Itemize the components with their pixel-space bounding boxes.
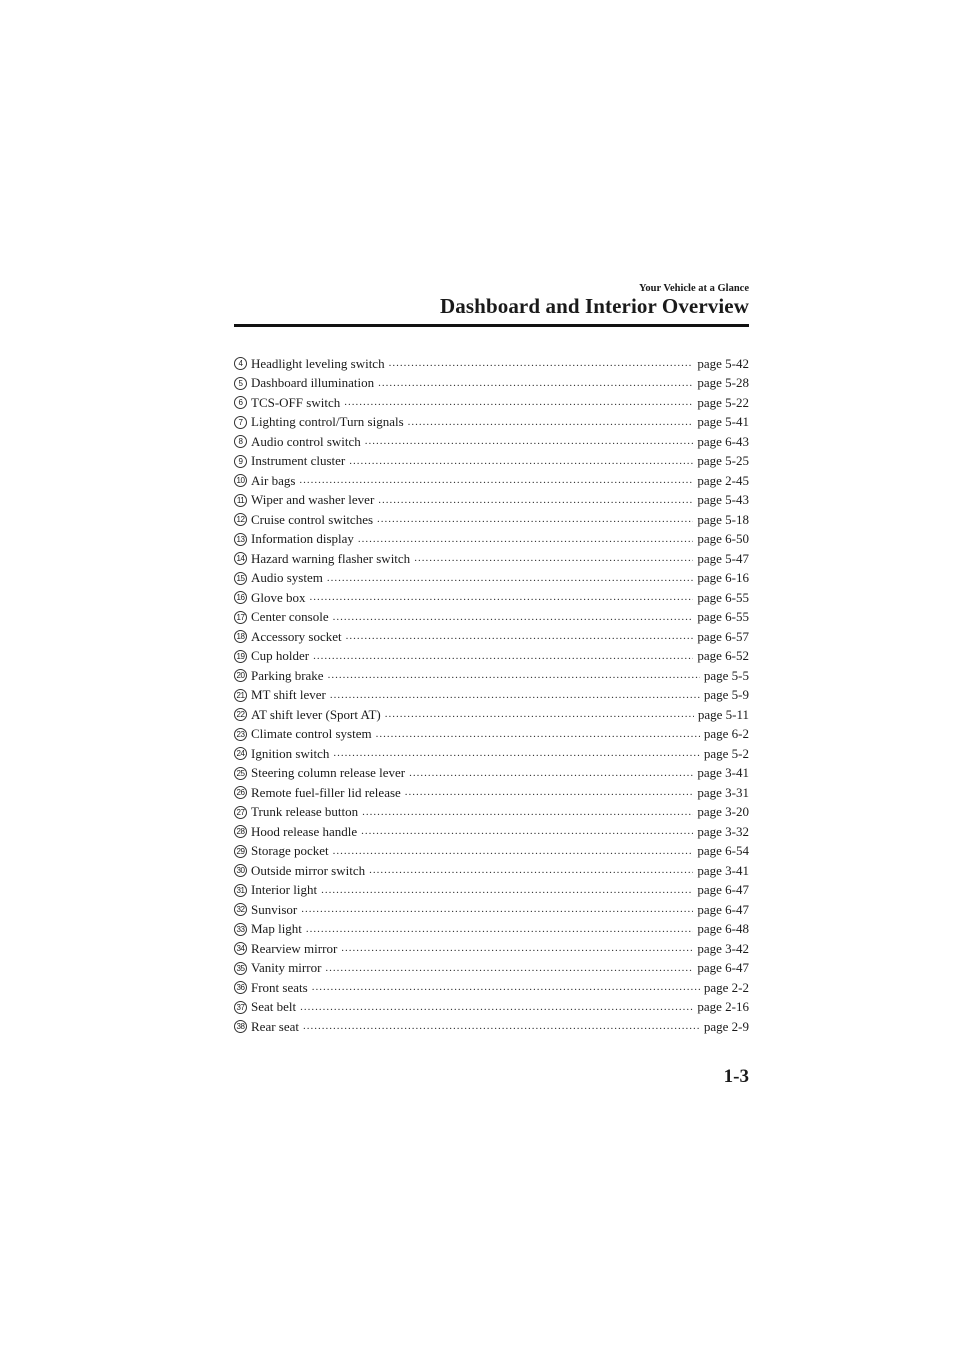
page-reference: page 5-9 bbox=[703, 687, 749, 703]
dot-leader bbox=[333, 612, 694, 623]
item-number-badge: 33 bbox=[234, 923, 247, 936]
item-number-badge: 8 bbox=[234, 435, 247, 448]
toc-entry bbox=[234, 959, 749, 979]
toc-entry bbox=[234, 900, 749, 920]
page-reference: page 5-41 bbox=[697, 414, 749, 430]
page-reference: page 6-16 bbox=[697, 570, 749, 586]
entry-label: Remote fuel-filler lid release bbox=[251, 784, 401, 800]
entry-label: Trunk release button bbox=[251, 804, 359, 820]
entry-label: Cup holder bbox=[251, 648, 310, 664]
entry-label: Sunvisor bbox=[251, 901, 298, 917]
dot-leader bbox=[299, 475, 693, 486]
page-reference: page 5-47 bbox=[697, 550, 749, 566]
page-reference: page 6-55 bbox=[697, 589, 749, 605]
toc-entry bbox=[234, 764, 749, 784]
dot-leader bbox=[349, 456, 693, 467]
toc-entry bbox=[234, 744, 749, 764]
entry-label: Map light bbox=[251, 921, 302, 937]
item-number-badge: 25 bbox=[234, 767, 247, 780]
toc-entry bbox=[234, 647, 749, 667]
item-number-badge: 5 bbox=[234, 377, 247, 390]
dot-leader bbox=[321, 885, 693, 896]
item-number-badge: 16 bbox=[234, 591, 247, 604]
page-reference: page 5-2 bbox=[703, 745, 749, 761]
entry-label: Wiper and washer lever bbox=[251, 492, 375, 508]
item-number-badge: 24 bbox=[234, 747, 247, 760]
item-number-badge: 37 bbox=[234, 1001, 247, 1014]
entry-label: Ignition switch bbox=[251, 745, 330, 761]
toc-entry bbox=[234, 842, 749, 862]
item-number-badge: 6 bbox=[234, 396, 247, 409]
dot-leader bbox=[376, 729, 700, 740]
toc-entry bbox=[234, 1017, 749, 1037]
item-number-badge: 20 bbox=[234, 669, 247, 682]
page-reference: page 6-57 bbox=[697, 628, 749, 644]
dot-leader bbox=[405, 787, 694, 798]
entry-label: Rear seat bbox=[251, 1018, 300, 1034]
entry-label: Accessory socket bbox=[251, 628, 342, 644]
entry-label: Instrument cluster bbox=[251, 453, 346, 469]
page-reference: page 5-43 bbox=[697, 492, 749, 508]
toc-entry bbox=[234, 803, 749, 823]
toc-entry bbox=[234, 998, 749, 1018]
page-reference: page 3-41 bbox=[697, 862, 749, 878]
entry-label: Dashboard illumination bbox=[251, 375, 375, 391]
toc-entry bbox=[234, 510, 749, 530]
toc-entry bbox=[234, 783, 749, 803]
dot-leader bbox=[301, 904, 693, 915]
entry-label: Interior light bbox=[251, 882, 318, 898]
page-reference: page 3-32 bbox=[697, 823, 749, 839]
entry-label: Air bags bbox=[251, 472, 296, 488]
toc-entry bbox=[234, 822, 749, 842]
toc-entry bbox=[234, 881, 749, 901]
entry-label: Lighting control/Turn signals bbox=[251, 414, 404, 430]
item-number-badge: 17 bbox=[234, 611, 247, 624]
item-number-badge: 21 bbox=[234, 689, 247, 702]
page-reference: page 3-41 bbox=[697, 765, 749, 781]
section-kicker: Your Vehicle at a Glance bbox=[638, 283, 749, 294]
dot-leader bbox=[333, 748, 700, 759]
page-reference: page 6-47 bbox=[697, 960, 749, 976]
dot-leader bbox=[313, 651, 693, 662]
entry-label: Headlight leveling switch bbox=[251, 355, 385, 371]
dot-leader bbox=[330, 690, 700, 701]
page-reference: page 6-55 bbox=[697, 609, 749, 625]
dot-leader bbox=[306, 924, 693, 935]
item-number-badge: 29 bbox=[234, 845, 247, 858]
entry-label: Center console bbox=[251, 609, 329, 625]
item-number-badge: 13 bbox=[234, 533, 247, 546]
page-reference: page 5-11 bbox=[697, 706, 749, 722]
dot-leader bbox=[369, 865, 693, 876]
dot-leader bbox=[300, 1002, 693, 1013]
toc-entry bbox=[234, 588, 749, 608]
dot-leader bbox=[362, 807, 693, 818]
dot-leader bbox=[310, 592, 694, 603]
item-number-badge: 18 bbox=[234, 630, 247, 643]
page-reference: page 2-16 bbox=[697, 999, 749, 1015]
item-number-badge: 26 bbox=[234, 786, 247, 799]
item-number-badge: 36 bbox=[234, 981, 247, 994]
toc-entry bbox=[234, 471, 749, 491]
dot-leader bbox=[414, 553, 693, 564]
item-number-badge: 7 bbox=[234, 416, 247, 429]
toc-entry bbox=[234, 705, 749, 725]
dot-leader bbox=[377, 514, 693, 525]
page-reference: page 6-47 bbox=[697, 901, 749, 917]
entry-label: Hood release handle bbox=[251, 823, 358, 839]
entry-label: Glove box bbox=[251, 589, 306, 605]
item-number-badge: 32 bbox=[234, 903, 247, 916]
entry-label: Climate control system bbox=[251, 726, 372, 742]
dot-leader bbox=[378, 495, 693, 506]
toc-entry bbox=[234, 432, 749, 452]
dot-leader bbox=[409, 768, 693, 779]
page-number: 1-3 bbox=[723, 1066, 749, 1087]
page-reference: page 6-48 bbox=[697, 921, 749, 937]
dot-leader bbox=[328, 670, 700, 681]
entry-label: Hazard warning flasher switch bbox=[251, 550, 411, 566]
page-reference: page 3-20 bbox=[697, 804, 749, 820]
toc-entry bbox=[234, 569, 749, 589]
item-number-badge: 9 bbox=[234, 455, 247, 468]
item-number-badge: 10 bbox=[234, 474, 247, 487]
page-reference: page 2-9 bbox=[703, 1018, 749, 1034]
page-reference: page 6-47 bbox=[697, 882, 749, 898]
toc-entry bbox=[234, 686, 749, 706]
toc-entry bbox=[234, 413, 749, 433]
item-number-badge: 12 bbox=[234, 513, 247, 526]
toc-entry bbox=[234, 608, 749, 628]
toc-entry bbox=[234, 939, 749, 959]
toc-entry bbox=[234, 861, 749, 881]
toc-list bbox=[234, 354, 749, 1037]
page-reference: page 5-18 bbox=[697, 511, 749, 527]
entry-label: Audio system bbox=[251, 570, 323, 586]
dot-leader bbox=[365, 436, 694, 447]
entry-label: Cruise control switches bbox=[251, 511, 374, 527]
dot-leader bbox=[358, 534, 693, 545]
entry-label: Seat belt bbox=[251, 999, 297, 1015]
toc-entry bbox=[234, 374, 749, 394]
page-reference: page 3-42 bbox=[697, 940, 749, 956]
item-number-badge: 38 bbox=[234, 1020, 247, 1033]
entry-label: AT shift lever (Sport AT) bbox=[251, 706, 381, 722]
entry-label: Outside mirror switch bbox=[251, 862, 366, 878]
item-number-badge: 15 bbox=[234, 572, 247, 585]
dot-leader bbox=[341, 943, 693, 954]
page-reference: page 5-25 bbox=[697, 453, 749, 469]
page-reference: page 6-52 bbox=[697, 648, 749, 664]
page-reference: page 6-54 bbox=[697, 843, 749, 859]
item-number-badge: 31 bbox=[234, 884, 247, 897]
page-reference: page 5-42 bbox=[697, 355, 749, 371]
entry-label: TCS-OFF switch bbox=[251, 394, 341, 410]
page-reference: page 2-45 bbox=[697, 472, 749, 488]
dot-leader bbox=[344, 397, 693, 408]
toc-entry bbox=[234, 725, 749, 745]
page-title: Dashboard and Interior Overview bbox=[440, 294, 749, 318]
dot-leader bbox=[378, 378, 693, 389]
entry-label: MT shift lever bbox=[251, 687, 326, 703]
dot-leader bbox=[389, 358, 694, 369]
item-number-badge: 14 bbox=[234, 552, 247, 565]
dot-leader bbox=[408, 417, 694, 428]
toc-entry bbox=[234, 393, 749, 413]
page-reference: page 5-28 bbox=[697, 375, 749, 391]
entry-label: Steering column release lever bbox=[251, 765, 406, 781]
entry-label: Storage pocket bbox=[251, 843, 329, 859]
toc-entry bbox=[234, 920, 749, 940]
item-number-badge: 19 bbox=[234, 650, 247, 663]
dot-leader bbox=[312, 982, 700, 993]
dot-leader bbox=[385, 709, 694, 720]
item-number-badge: 30 bbox=[234, 864, 247, 877]
item-number-badge: 22 bbox=[234, 708, 247, 721]
entry-label: Front seats bbox=[251, 979, 308, 995]
item-number-badge: 4 bbox=[234, 357, 247, 370]
page-reference: page 6-2 bbox=[703, 726, 749, 742]
toc-entry bbox=[234, 354, 749, 374]
page-reference: page 2-2 bbox=[703, 979, 749, 995]
item-number-badge: 27 bbox=[234, 806, 247, 819]
toc-entry bbox=[234, 978, 749, 998]
item-number-badge: 11 bbox=[234, 494, 247, 507]
toc-entry bbox=[234, 549, 749, 569]
toc-entry bbox=[234, 666, 749, 686]
page-reference: page 5-22 bbox=[697, 394, 749, 410]
dot-leader bbox=[361, 826, 693, 837]
entry-label: Parking brake bbox=[251, 667, 324, 683]
item-number-badge: 23 bbox=[234, 728, 247, 741]
dot-leader bbox=[333, 846, 694, 857]
page-reference: page 3-31 bbox=[697, 784, 749, 800]
toc-entry bbox=[234, 627, 749, 647]
toc-entry bbox=[234, 452, 749, 472]
item-number-badge: 35 bbox=[234, 962, 247, 975]
page-reference: page 5-5 bbox=[703, 667, 749, 683]
dot-leader bbox=[303, 1021, 700, 1032]
page-reference: page 6-50 bbox=[697, 531, 749, 547]
entry-label: Vanity mirror bbox=[251, 960, 322, 976]
entry-label: Audio control switch bbox=[251, 433, 361, 449]
entry-label: Information display bbox=[251, 531, 354, 547]
dot-leader bbox=[346, 631, 694, 642]
page-reference: page 6-43 bbox=[697, 433, 749, 449]
toc-entry bbox=[234, 491, 749, 511]
item-number-badge: 28 bbox=[234, 825, 247, 838]
entry-label: Rearview mirror bbox=[251, 940, 338, 956]
item-number-badge: 34 bbox=[234, 942, 247, 955]
dot-leader bbox=[327, 573, 694, 584]
dot-leader bbox=[325, 963, 693, 974]
toc-entry bbox=[234, 530, 749, 550]
header-divider bbox=[234, 324, 749, 327]
